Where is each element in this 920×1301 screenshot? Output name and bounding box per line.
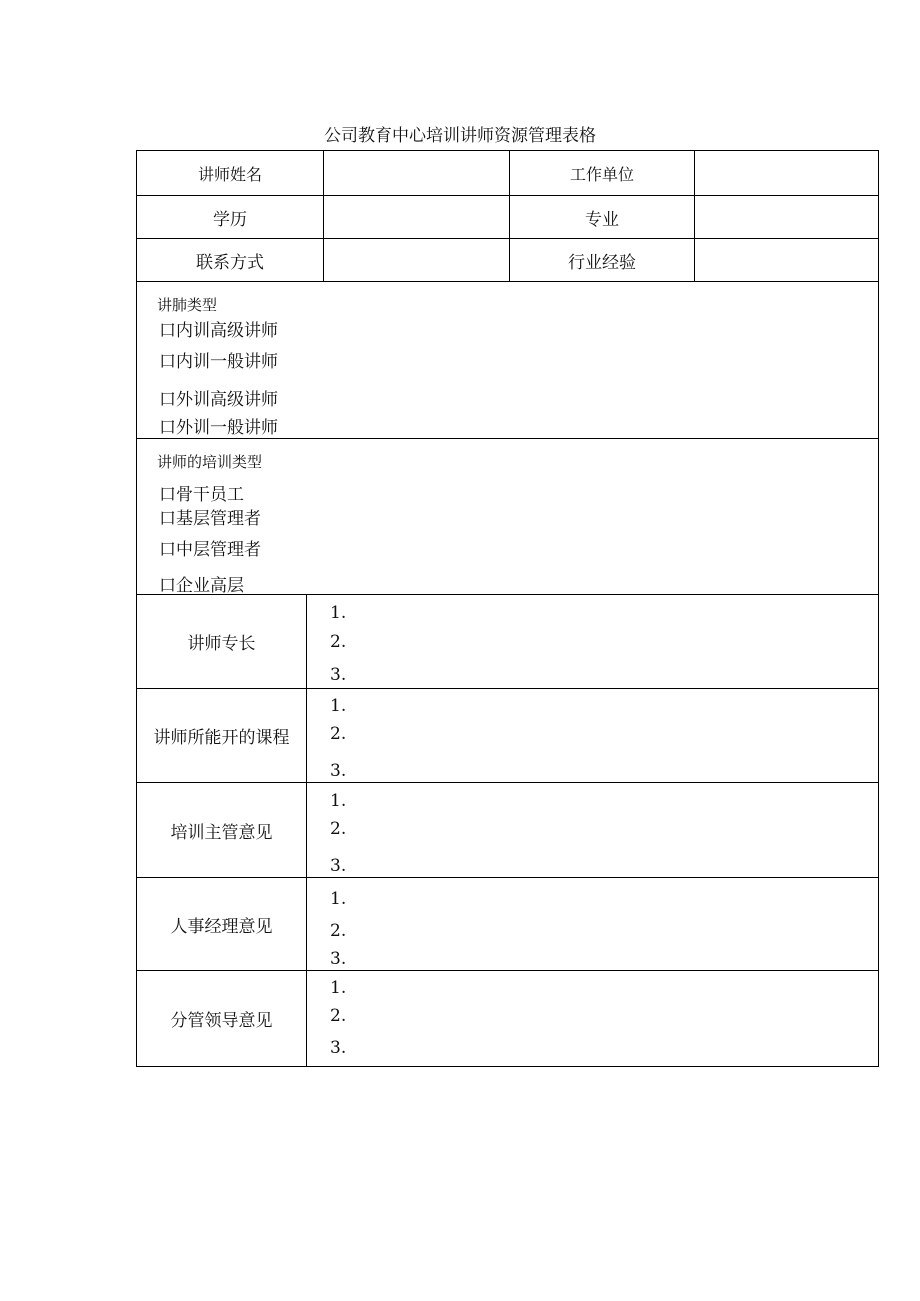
lecturer-type-heading: 讲肺类型 xyxy=(157,296,218,314)
training-type-section xyxy=(136,438,879,594)
section-courses xyxy=(136,688,879,782)
division-leader-label: 分管领导意见 xyxy=(170,1011,273,1031)
field-major[interactable] xyxy=(694,196,878,238)
list-number: 2. xyxy=(330,819,347,839)
info-row-name xyxy=(136,150,879,195)
label-work-unit: 工作单位 xyxy=(509,151,694,195)
list-number: 3. xyxy=(330,665,347,685)
training-type-option[interactable]: 口中层管理者 xyxy=(159,540,261,560)
resource-form-table xyxy=(136,150,879,1067)
field-work-unit[interactable] xyxy=(694,151,878,195)
courses-label: 讲师所能开的课程 xyxy=(153,728,290,748)
list-number: 1. xyxy=(330,791,347,811)
list-number: 1. xyxy=(330,978,347,998)
page-title: 公司教育中心培训讲师资源管理表格 xyxy=(324,126,596,146)
training-type-option[interactable]: 口企业高层 xyxy=(159,576,244,596)
lecturer-type-option[interactable]: 口外训一般讲师 xyxy=(159,418,278,438)
field-industry-experience[interactable] xyxy=(694,239,878,281)
list-number: 2. xyxy=(330,921,347,941)
lecturer-type-option[interactable]: 口内训一般讲师 xyxy=(159,352,278,372)
label-contact: 联系方式 xyxy=(196,252,264,273)
section-expertise xyxy=(136,594,879,688)
courses-field[interactable] xyxy=(306,689,878,782)
list-number: 2. xyxy=(330,1006,347,1026)
expertise-label: 讲师专长 xyxy=(187,634,256,654)
field-contact[interactable] xyxy=(323,239,509,281)
hr-manager-field[interactable] xyxy=(306,878,878,970)
training-supervisor-field[interactable] xyxy=(306,783,878,877)
training-type-option[interactable]: 口基层管理者 xyxy=(159,509,261,529)
field-lecturer-name[interactable] xyxy=(323,151,509,195)
info-row-contact xyxy=(136,238,879,281)
list-number: 3. xyxy=(330,1038,347,1058)
list-number: 1. xyxy=(330,603,347,623)
training-type-heading: 讲师的培训类型 xyxy=(157,453,263,471)
label-major: 专业 xyxy=(509,196,694,238)
list-number: 1. xyxy=(330,889,347,909)
hr-manager-label: 人事经理意见 xyxy=(170,916,273,937)
field-education[interactable] xyxy=(323,196,509,238)
lecturer-type-section xyxy=(136,281,879,438)
list-number: 2. xyxy=(330,632,347,652)
section-training-supervisor xyxy=(136,782,879,877)
list-number: 1. xyxy=(330,696,347,716)
label-lecturer-name: 讲师姓名 xyxy=(197,164,262,184)
expertise-field[interactable] xyxy=(306,595,878,688)
list-number: 3. xyxy=(330,856,347,876)
label-education: 学历 xyxy=(213,209,247,230)
division-leader-field[interactable] xyxy=(306,971,878,1066)
lecturer-type-option[interactable]: 口内训高级讲师 xyxy=(159,321,278,341)
section-hr-manager xyxy=(136,877,879,970)
lecturer-type-option[interactable]: 口外训高级讲师 xyxy=(159,390,278,410)
training-supervisor-label: 培训主管意见 xyxy=(170,822,273,843)
info-row-education xyxy=(136,195,879,238)
section-division-leader xyxy=(136,970,879,1067)
list-number: 2. xyxy=(330,724,347,744)
training-type-option[interactable]: 口骨干员工 xyxy=(159,485,244,505)
list-number: 3. xyxy=(330,761,347,781)
list-number: 3. xyxy=(330,949,347,969)
label-industry-experience: 行业经验 xyxy=(509,239,694,281)
